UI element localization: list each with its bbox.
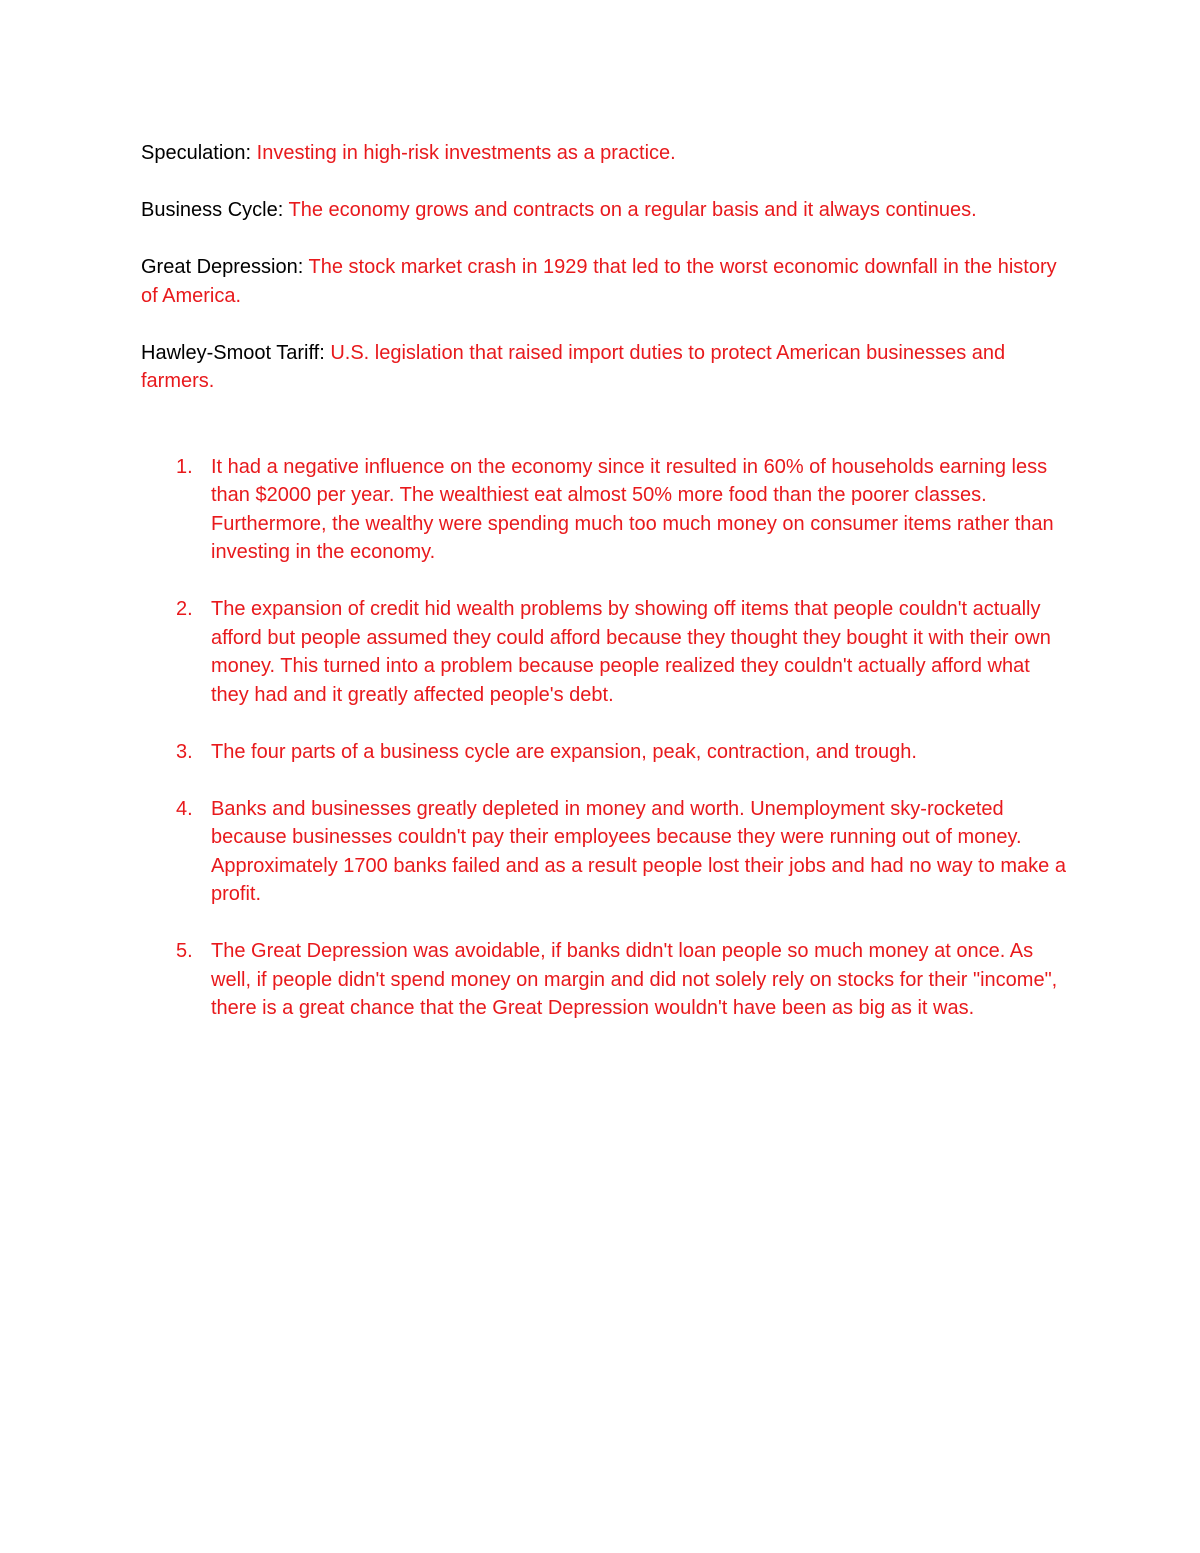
answers-list [141,453,1071,1023]
definition-meaning: U.S. legislation that raised import duties to protect American businesses and farmers. [141,341,1006,392]
answer-number: 5. [176,940,193,962]
answer-item [141,738,1071,767]
answer-number: 2. [176,598,193,620]
answer-text: Banks and businesses greatly depleted in money and worth. Unemployment sky-rocketed because businesses couldn't pay their employees because they were running out of money. Approximately 1700 banks failed and as a result people lost their jobs and had no way to make a profit. [211,797,1066,905]
definition-term: Hawley-Smoot Tariff: [141,341,325,364]
definition-meaning: Investing in high-risk investments as a practice. [256,142,676,164]
definition-term: Great Depression: [141,256,304,278]
answer-number: 1. [176,455,193,478]
answer-text: The expansion of credit hid wealth problems by showing off items that people couldn't actually afford but people assumed they could afford because they thought they bought it with their own money. This turned into a problem because people realized they couldn't actually afford what they had and it greatly affected people's debt. [211,598,1051,706]
definition-term: Speculation: [141,142,252,164]
definition-meaning: The stock market crash in 1929 that led to the worst economic downfall in the history of America. [141,256,1057,307]
answer-item [141,795,1071,909]
document-content [141,139,1071,1051]
definition-hawley-smoot-tariff [141,339,1071,396]
definition-term: Business Cycle: [141,199,284,221]
definition-great-depression [141,253,1071,310]
answer-text: The Great Depression was avoidable, if banks didn't loan people so much money at once. As well, if people didn't spend money on margin and did not solely rely on stocks for their "income", there is a great chance that the Great Depression wouldn't have been as big as it was. [211,940,1058,1019]
answer-item [141,453,1071,567]
answer-text: The four parts of a business cycle are expansion, peak, contraction, and trough. [211,740,917,763]
definition-business-cycle [141,196,1071,225]
answer-number: 3. [176,740,193,763]
answer-item [141,595,1071,709]
answer-text: It had a negative influence on the economy since it resulted in 60% of households earning less than $2000 per year. The wealthiest eat almost 50% more food than the poorer classes. Furthermore, the wealthy were spending much too much money on consumer items rather than investing in the economy. [211,455,1054,563]
definition-speculation [141,139,1071,168]
answer-number: 4. [176,797,193,820]
definition-meaning: The economy grows and contracts on a regular basis and it always continues. [288,199,977,221]
answer-item [141,937,1071,1023]
